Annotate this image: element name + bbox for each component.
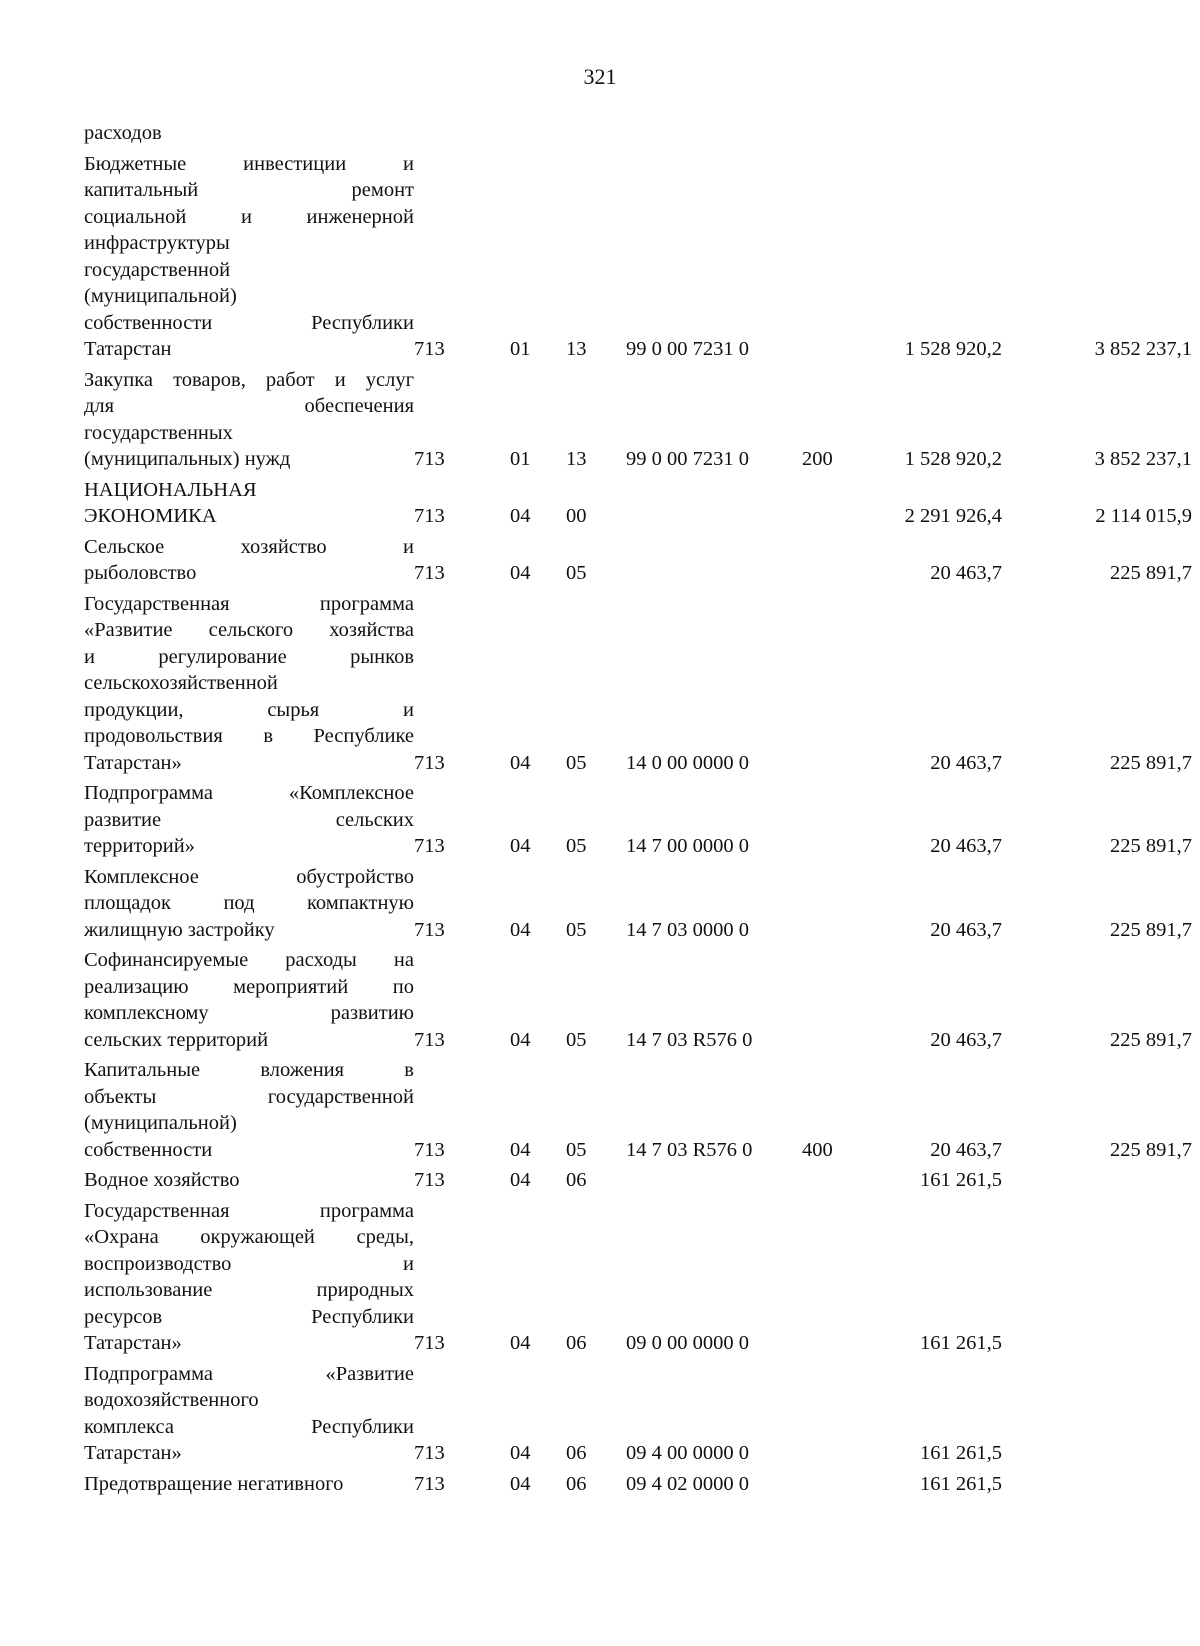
item-name-line: для обеспечения	[84, 395, 414, 417]
amount-year1-cell: 161 261,5	[920, 1472, 1002, 1495]
amount-year2-cell: 225 891,7	[1110, 562, 1192, 584]
item-name-line: расходов	[84, 122, 162, 144]
section-code-cell: 04	[510, 1028, 531, 1051]
item-name-line: Татарстан»	[84, 1332, 182, 1354]
item-name-line: капитальный ремонт	[84, 179, 414, 201]
section-code-cell: 01	[510, 338, 531, 360]
item-name-line: Водное хозяйство	[84, 1169, 240, 1191]
item-name-line: комплекса Республики	[84, 1415, 414, 1438]
item-name-cell	[84, 864, 414, 944]
amount-year1-cell: 20 463,7	[930, 835, 1002, 857]
item-name-line: Комплексное обустройство	[84, 865, 414, 888]
table-row	[84, 151, 1192, 363]
item-name-line: (муниципальных) нужд	[84, 448, 291, 470]
table-row	[84, 591, 1192, 777]
amount-year2-cell: 225 891,7	[1110, 751, 1192, 774]
item-name-line: использование природных	[84, 1279, 414, 1301]
amount-year2-cell: 225 891,7	[1110, 1028, 1192, 1051]
section-code-cell: 04	[510, 751, 531, 774]
table-row	[84, 1198, 1192, 1357]
subsection-code-cell: 05	[566, 751, 587, 774]
amount-year1-cell: 20 463,7	[930, 918, 1002, 941]
item-name-line: НАЦИОНАЛЬНАЯ	[84, 478, 257, 501]
item-name-line: Государственная программа	[84, 1199, 414, 1222]
ministry-code-cell: 713	[414, 1169, 445, 1191]
table-row	[84, 120, 1192, 147]
page-number: 321	[583, 64, 617, 89]
item-name-cell	[84, 947, 414, 1053]
target-article-cell: 14 7 03 0000 0	[626, 918, 749, 941]
subsection-code-cell: 06	[566, 1169, 587, 1191]
expense-type-cell: 200	[802, 448, 833, 470]
amount-year1-cell: 20 463,7	[930, 1028, 1002, 1051]
table-row	[84, 864, 1192, 944]
amount-year1-cell: 2 291 926,4	[904, 505, 1002, 527]
item-name-line: реализацию мероприятий по	[84, 975, 414, 998]
target-article-cell: 09 0 00 0000 0	[626, 1332, 749, 1354]
item-name-line: (муниципальной)	[84, 285, 237, 307]
item-name-line: комплексному развитию	[84, 1002, 414, 1024]
item-name-line: рыболовство	[84, 562, 197, 584]
target-article-cell: 99 0 00 7231 0	[626, 448, 749, 470]
item-name-line: государственной	[84, 258, 231, 281]
target-article-cell: 09 4 02 0000 0	[626, 1472, 749, 1495]
amount-year2-cell: 3 852 237,1	[1094, 338, 1192, 360]
item-name-line: продукции, сырья и	[84, 698, 414, 721]
item-name-line: Софинансируемые расходы на	[84, 949, 414, 971]
ministry-code-cell: 713	[414, 505, 445, 527]
table-row	[84, 947, 1192, 1053]
amount-year1-cell: 161 261,5	[920, 1442, 1002, 1464]
ministry-code-cell: 713	[414, 918, 445, 941]
item-name-line: площадок под компактную	[84, 892, 414, 914]
section-code-cell: 04	[510, 1442, 531, 1464]
item-name-cell	[84, 591, 414, 777]
item-name-line: ЭКОНОМИКА	[84, 505, 217, 527]
section-code-cell: 01	[510, 448, 531, 470]
item-name-cell	[84, 1361, 414, 1467]
item-name-cell	[84, 1167, 414, 1194]
budget-table	[84, 120, 1192, 1497]
item-name-line: собственности Республики	[84, 311, 414, 334]
ministry-code-cell: 713	[414, 562, 445, 584]
item-name-line: Подпрограмма «Комплексное	[84, 782, 414, 804]
item-name-line: жилищную застройку	[84, 918, 275, 941]
amount-year1-cell: 20 463,7	[930, 1138, 1002, 1161]
subsection-code-cell: 05	[566, 1028, 587, 1051]
item-name-line: «Развитие сельского хозяйства	[84, 619, 414, 641]
ministry-code-cell: 713	[414, 1138, 445, 1161]
item-name-line: (муниципальной)	[84, 1112, 237, 1134]
subsection-code-cell: 13	[566, 338, 587, 360]
item-name-cell	[84, 534, 414, 587]
item-name-line: собственности	[84, 1138, 213, 1161]
section-code-cell: 04	[510, 1472, 531, 1495]
item-name-line: Закупка товаров, работ и услуг	[84, 368, 414, 391]
item-name-line: Подпрограмма «Развитие	[84, 1362, 414, 1385]
table-row	[84, 534, 1192, 587]
item-name-line: территорий»	[84, 835, 195, 857]
item-name-line: сельских территорий	[84, 1028, 269, 1051]
item-name-line: Бюджетные инвестиции и	[84, 152, 414, 175]
target-article-cell: 14 0 00 0000 0	[626, 751, 749, 774]
subsection-code-cell: 05	[566, 835, 587, 857]
ministry-code-cell: 713	[414, 1332, 445, 1354]
item-name-line: объекты государственной	[84, 1085, 414, 1108]
item-name-line: водохозяйственного	[84, 1389, 259, 1411]
item-name-line: инфраструктуры	[84, 232, 230, 254]
item-name-line: воспроизводство и	[84, 1252, 414, 1275]
ministry-code-cell: 713	[414, 338, 445, 360]
target-article-cell: 14 7 00 0000 0	[626, 835, 749, 857]
item-name-line: развитие сельских	[84, 808, 414, 831]
ministry-code-cell: 713	[414, 751, 445, 774]
section-code-cell: 04	[510, 918, 531, 941]
subsection-code-cell: 13	[566, 448, 587, 470]
table-row	[84, 367, 1192, 473]
subsection-code-cell: 05	[566, 918, 587, 941]
amount-year1-cell: 161 261,5	[920, 1332, 1002, 1354]
item-name-line: и регулирование рынков	[84, 645, 414, 668]
table-row	[84, 1057, 1192, 1163]
item-name-cell	[84, 1471, 414, 1498]
ministry-code-cell: 713	[414, 1442, 445, 1464]
item-name-cell	[84, 1057, 414, 1163]
ministry-code-cell: 713	[414, 448, 445, 470]
item-name-line: Татарстан	[84, 338, 172, 360]
ministry-code-cell: 713	[414, 1028, 445, 1051]
ministry-code-cell: 713	[414, 1472, 445, 1495]
item-name-line: «Охрана окружающей среды,	[84, 1226, 414, 1248]
item-name-line: Капитальные вложения в	[84, 1059, 414, 1081]
subsection-code-cell: 05	[566, 562, 587, 584]
amount-year2-cell: 3 852 237,1	[1094, 448, 1192, 470]
subsection-code-cell: 00	[566, 505, 587, 527]
amount-year2-cell: 225 891,7	[1110, 1138, 1192, 1161]
item-name-line: государственных	[84, 421, 233, 444]
table-row	[84, 780, 1192, 860]
section-code-cell: 04	[510, 505, 531, 527]
table-row	[84, 1361, 1192, 1467]
item-name-line: ресурсов Республики	[84, 1305, 414, 1328]
item-name-line: Государственная программа	[84, 592, 414, 615]
section-code-cell: 04	[510, 1332, 531, 1354]
amount-year1-cell: 1 528 920,2	[904, 448, 1002, 470]
subsection-code-cell: 06	[566, 1332, 587, 1354]
item-name-cell	[84, 477, 414, 530]
item-name-line: Татарстан»	[84, 751, 182, 774]
ministry-code-cell: 713	[414, 835, 445, 857]
item-name-line: сельскохозяйственной	[84, 672, 278, 694]
item-name-line: продовольствия в Республике	[84, 725, 414, 747]
target-article-cell: 09 4 00 0000 0	[626, 1442, 749, 1464]
item-name-cell	[84, 367, 414, 473]
expense-type-cell: 400	[802, 1138, 833, 1161]
section-code-cell: 04	[510, 1138, 531, 1161]
table-row	[84, 1167, 1192, 1194]
item-name-cell	[84, 780, 414, 860]
item-name-line: Татарстан»	[84, 1442, 182, 1464]
target-article-cell: 14 7 03 R576 0	[626, 1138, 753, 1161]
item-name-cell	[84, 1198, 414, 1357]
item-name-line: Предотвращение негативного	[84, 1472, 344, 1495]
section-code-cell: 04	[510, 835, 531, 857]
section-code-cell: 04	[510, 562, 531, 584]
amount-year1-cell: 20 463,7	[930, 751, 1002, 774]
amount-year2-cell: 225 891,7	[1110, 918, 1192, 941]
subsection-code-cell: 06	[566, 1472, 587, 1495]
amount-year1-cell: 161 261,5	[920, 1169, 1002, 1191]
table-row	[84, 477, 1192, 530]
subsection-code-cell: 06	[566, 1442, 587, 1464]
target-article-cell: 14 7 03 R576 0	[626, 1028, 753, 1051]
amount-year2-cell: 2 114 015,9	[1095, 505, 1192, 527]
amount-year1-cell: 20 463,7	[930, 562, 1002, 584]
item-name-line: социальной и инженерной	[84, 205, 414, 228]
item-name-cell	[84, 151, 414, 363]
target-article-cell: 99 0 00 7231 0	[626, 338, 749, 360]
amount-year2-cell: 225 891,7	[1110, 835, 1192, 857]
subsection-code-cell: 05	[566, 1138, 587, 1161]
item-name-line: Сельское хозяйство и	[84, 535, 414, 558]
amount-year1-cell: 1 528 920,2	[904, 338, 1002, 360]
item-name-cell	[84, 120, 414, 147]
table-row	[84, 1471, 1192, 1498]
section-code-cell: 04	[510, 1169, 531, 1191]
